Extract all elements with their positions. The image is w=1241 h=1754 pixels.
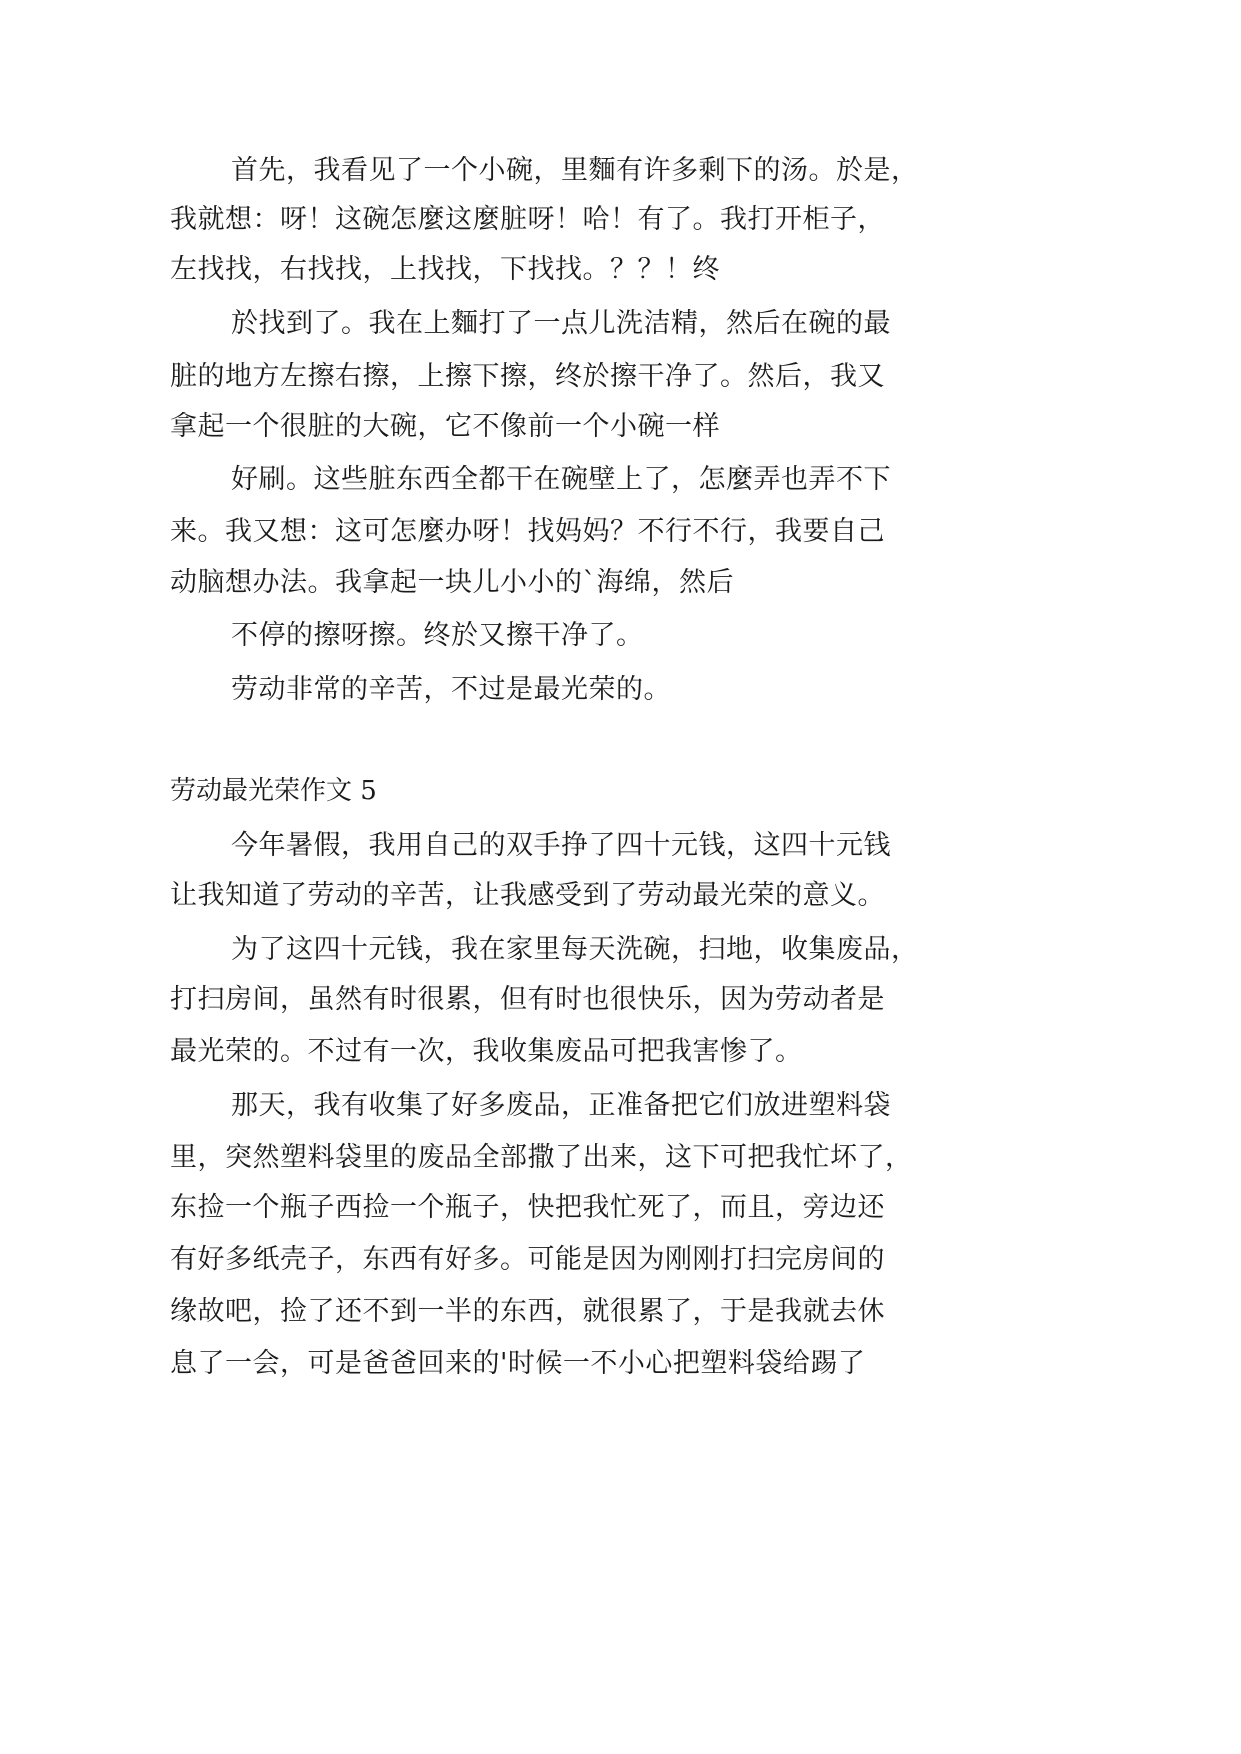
paragraph-line: 好刷。这些脏东西全都干在碗壁上了，怎麼弄也弄不下 bbox=[231, 464, 891, 495]
paragraph-line: 缘故吧，捡了还不到一半的东西，就很累了，于是我就去休 bbox=[170, 1296, 885, 1327]
paragraph-line: 劳动非常的辛苦，不过是最光荣的。 bbox=[231, 674, 671, 705]
paragraph-line: 今年暑假，我用自己的双手挣了四十元钱，这四十元钱 bbox=[231, 830, 891, 861]
paragraph-line: 打扫房间，虽然有时很累，但有时也很快乐，因为劳动者是 bbox=[170, 984, 885, 1015]
paragraph-line: 脏的地方左擦右擦，上擦下擦，终於擦干净了。然后，我又 bbox=[170, 361, 885, 392]
paragraph-line: 息了一会，可是爸爸回来的'时候一不小心把塑料袋给踢了 bbox=[170, 1348, 866, 1379]
paragraph-line: 左找找，右找找，上找找，下找找。？？！终 bbox=[170, 254, 720, 285]
paragraph-line: 不停的擦呀擦。终於又擦干净了。 bbox=[231, 620, 644, 651]
paragraph-line: 动脑想办法。我拿起一块儿小小的`海绵，然后 bbox=[170, 567, 734, 598]
paragraph-line: 拿起一个很脏的大碗，它不像前一个小碗一样 bbox=[170, 411, 720, 442]
section-heading: 劳动最光荣作文 5 bbox=[170, 776, 377, 806]
paragraph-line: 首先，我看见了一个小碗，里麵有许多剩下的汤。於是， bbox=[231, 155, 919, 186]
paragraph-line: 东捡一个瓶子西捡一个瓶子，快把我忙死了，而且，旁边还 bbox=[170, 1192, 885, 1223]
paragraph-line: 我就想：呀！这碗怎麼这麼脏呀！哈！有了。我打开柜子， bbox=[170, 204, 885, 235]
paragraph-line: 来。我又想：这可怎麼办呀！找妈妈？不行不行，我要自己 bbox=[170, 516, 885, 547]
paragraph-line: 於找到了。我在上麵打了一点儿洗洁精，然后在碗的最 bbox=[231, 308, 891, 339]
paragraph-line: 有好多纸壳子，东西有好多。可能是因为刚刚打扫完房间的 bbox=[170, 1244, 885, 1275]
paragraph-line: 让我知道了劳动的辛苦，让我感受到了劳动最光荣的意义。 bbox=[170, 880, 885, 911]
paragraph-line: 里，突然塑料袋里的废品全部撒了出来，这下可把我忙坏了， bbox=[170, 1142, 913, 1173]
paragraph-line: 最光荣的。不过有一次，我收集废品可把我害惨了。 bbox=[170, 1036, 803, 1067]
paragraph-line: 那天，我有收集了好多废品，正准备把它们放进塑料袋 bbox=[231, 1090, 891, 1121]
paragraph-line: 为了这四十元钱，我在家里每天洗碗，扫地，收集废品， bbox=[231, 934, 919, 965]
